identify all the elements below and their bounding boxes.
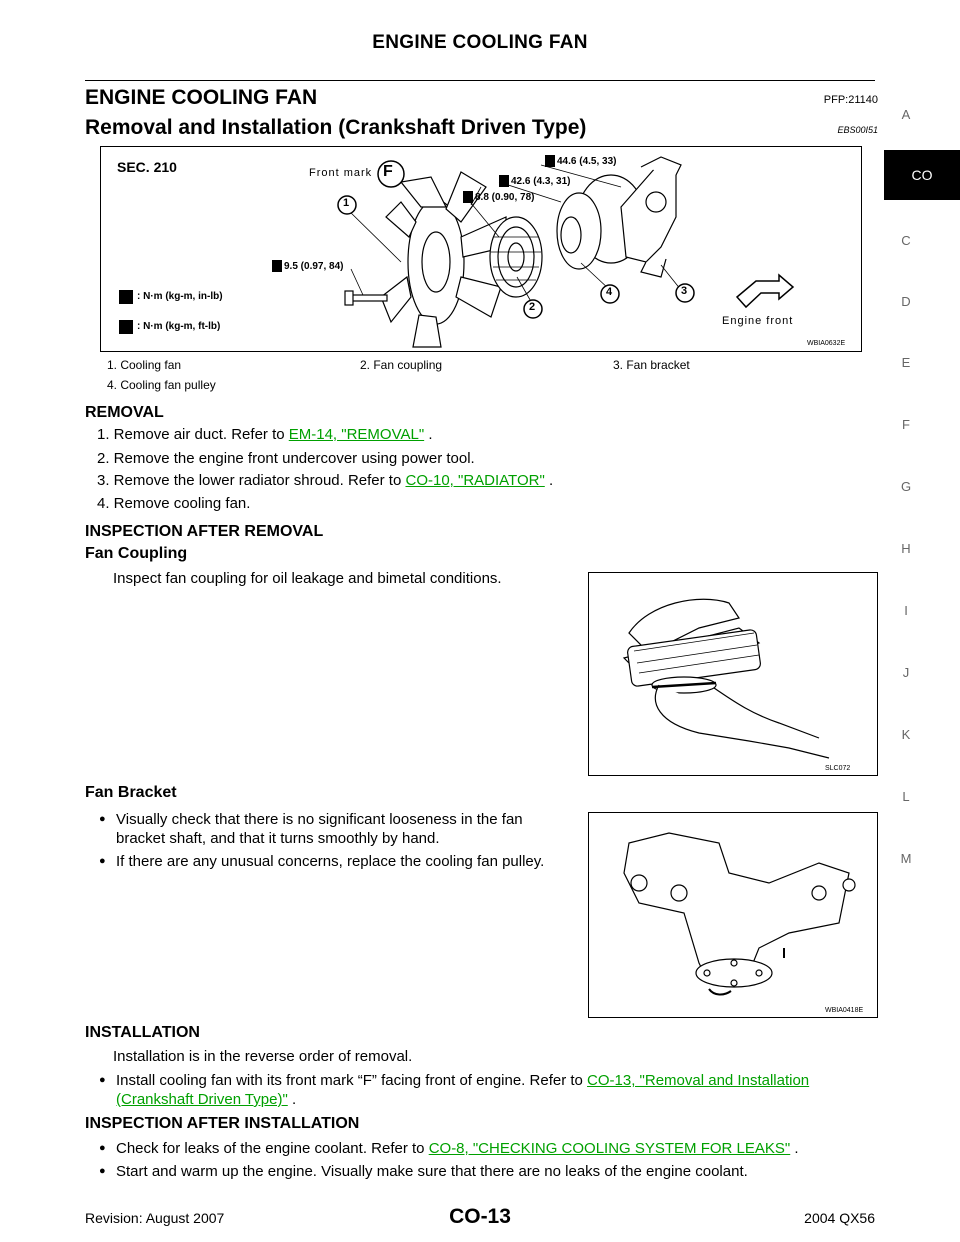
removal-step-1: 1. Remove air duct. Refer to EM-14, "REMOVAL" .: [97, 426, 433, 443]
index-letter-a[interactable]: A: [901, 107, 911, 122]
index-letter-d[interactable]: D: [901, 294, 911, 309]
index-letter-c[interactable]: C: [901, 233, 911, 248]
link-co13-line1[interactable]: CO-13, "Removal and Installation: [587, 1072, 810, 1089]
caption-4: 4. Cooling fan pulley: [107, 378, 216, 392]
pfp-code: PFP:21140: [823, 94, 878, 106]
fan-coupling-heading: Fan Coupling: [85, 545, 188, 562]
ebs-code: EBS00I51: [837, 125, 878, 135]
removal-step-2: 2. Remove the engine front undercover using power tool.: [97, 450, 475, 467]
engine-front-label: Engine front: [722, 315, 794, 327]
inspection-installation-heading: INSPECTION AFTER INSTALLATION: [85, 1115, 360, 1132]
torque-ft-lb-icon: [119, 320, 133, 334]
installation-heading: INSTALLATION: [85, 1024, 200, 1041]
torque-icon: [499, 175, 509, 187]
installation-check-bullet-1: ● Check for leaks of the engine coolant. Refer to CO-8, "CHECKING COOLING SYSTEM FOR LEAKS" .: [99, 1140, 799, 1157]
index-tab-co[interactable]: CO: [884, 150, 960, 200]
front-mark-letter: F: [383, 163, 393, 180]
index-letter-e[interactable]: E: [901, 355, 911, 370]
fan-bracket-figure: [588, 812, 878, 1018]
bolt-drawing: [345, 291, 387, 305]
figure-code-slc072: SLC072: [825, 765, 851, 772]
index-letter-l[interactable]: L: [902, 789, 910, 804]
torque-label-4: 9.5 (0.97, 84): [284, 261, 344, 272]
index-letter-f[interactable]: F: [902, 417, 910, 432]
bullet-icon: ●: [99, 813, 106, 825]
footer-revision: Revision: August 2007: [85, 1210, 225, 1226]
sec-label: SEC. 210: [117, 159, 177, 175]
installation-check-bullet-2: ● Start and warm up the engine. Visually make sure that there are no leaks of the engine coolant.: [99, 1163, 748, 1180]
footer-model: 2004 QX56: [804, 1210, 875, 1226]
torque-icon: [463, 191, 473, 203]
fan-bracket-bullet-2: ● If there are any unusual concerns, replace the cooling fan pulley.: [99, 853, 545, 870]
header-rule: [85, 80, 875, 81]
removal-step-3: 3. Remove the lower radiator shroud. Refer to CO-10, "RADIATOR" .: [97, 472, 554, 489]
caption-3: 3. Fan bracket: [613, 358, 690, 372]
legend-in-lb: : N·m (kg-m, in-lb): [137, 291, 223, 302]
callout-4: 4: [606, 286, 613, 298]
fan-bracket-drawing: [621, 157, 681, 277]
bullet-icon: ●: [99, 1074, 106, 1086]
section-title: ENGINE COOLING FAN: [85, 86, 318, 109]
torque-label-2: 42.6 (4.3, 31): [511, 176, 571, 187]
index-letter-h[interactable]: H: [901, 541, 911, 556]
figure-code-wbia0418e: WBIA0418E: [825, 1007, 864, 1014]
link-co10[interactable]: CO-10, "RADIATOR": [405, 472, 545, 489]
caption-2: 2. Fan coupling: [360, 358, 443, 372]
page-number: CO-13: [449, 1205, 511, 1228]
fan-coupling-text: Inspect fan coupling for oil leakage and bimetal conditions.: [113, 570, 502, 587]
inspection-removal-heading: INSPECTION AFTER REMOVAL: [85, 523, 324, 540]
engine-front-arrow-drawing: [737, 275, 793, 307]
fan-bracket-heading: Fan Bracket: [85, 784, 177, 801]
index-letter-g[interactable]: G: [900, 479, 912, 494]
fan-coupling-figure: [588, 572, 878, 776]
torque-icon: [545, 155, 555, 167]
torque-icon: [272, 260, 282, 272]
figure-code: WBIA0632E: [807, 340, 846, 347]
bullet-icon: ●: [99, 855, 106, 867]
link-co13-line2[interactable]: (Crankshaft Driven Type)": [116, 1091, 288, 1108]
removal-step-4: 4. Remove cooling fan.: [97, 495, 251, 512]
link-em14[interactable]: EM-14, "REMOVAL": [288, 426, 425, 443]
installation-bullet: ● Install cooling fan with its front mark “F” facing front of engine. Refer to CO-13, "Removal and Installation (Crankshaft Driven Type)" .: [99, 1072, 810, 1108]
torque-label-3: 8.8 (0.90, 78): [475, 192, 535, 203]
exploded-diagram: [100, 146, 862, 352]
index-letter-k[interactable]: K: [901, 727, 911, 742]
callout-1: 1: [343, 197, 350, 209]
fan-bracket-bullet-1: ● Visually check that there is no significant looseness in the fan bracket shaft, and that it turns smoothly by hand.: [99, 811, 523, 847]
index-letter-i[interactable]: I: [904, 603, 908, 618]
link-co8[interactable]: CO-8, "CHECKING COOLING SYSTEM FOR LEAKS": [428, 1140, 791, 1157]
torque-in-lb-icon: [119, 290, 133, 304]
callout-2: 2: [529, 301, 536, 313]
torque-label-1: 44.6 (4.5, 33): [557, 156, 617, 167]
callout-3: 3: [681, 285, 688, 297]
fan-coupling-drawing: [490, 217, 542, 297]
index-letter-j[interactable]: J: [902, 665, 910, 680]
bullet-icon: ●: [99, 1142, 106, 1154]
front-mark-label: Front mark: [309, 167, 373, 179]
removal-heading: REMOVAL: [85, 404, 164, 421]
legend-ft-lb: : N·m (kg-m, ft-lb): [137, 321, 221, 332]
subsection-title: Removal and Installation (Crankshaft Driven Type): [85, 116, 587, 139]
running-header: ENGINE COOLING FAN: [372, 32, 588, 53]
index-letter-m[interactable]: M: [900, 851, 912, 866]
caption-1: 1. Cooling fan: [107, 358, 182, 372]
bullet-icon: ●: [99, 1165, 106, 1177]
installation-text: Installation is in the reverse order of removal.: [113, 1048, 413, 1065]
